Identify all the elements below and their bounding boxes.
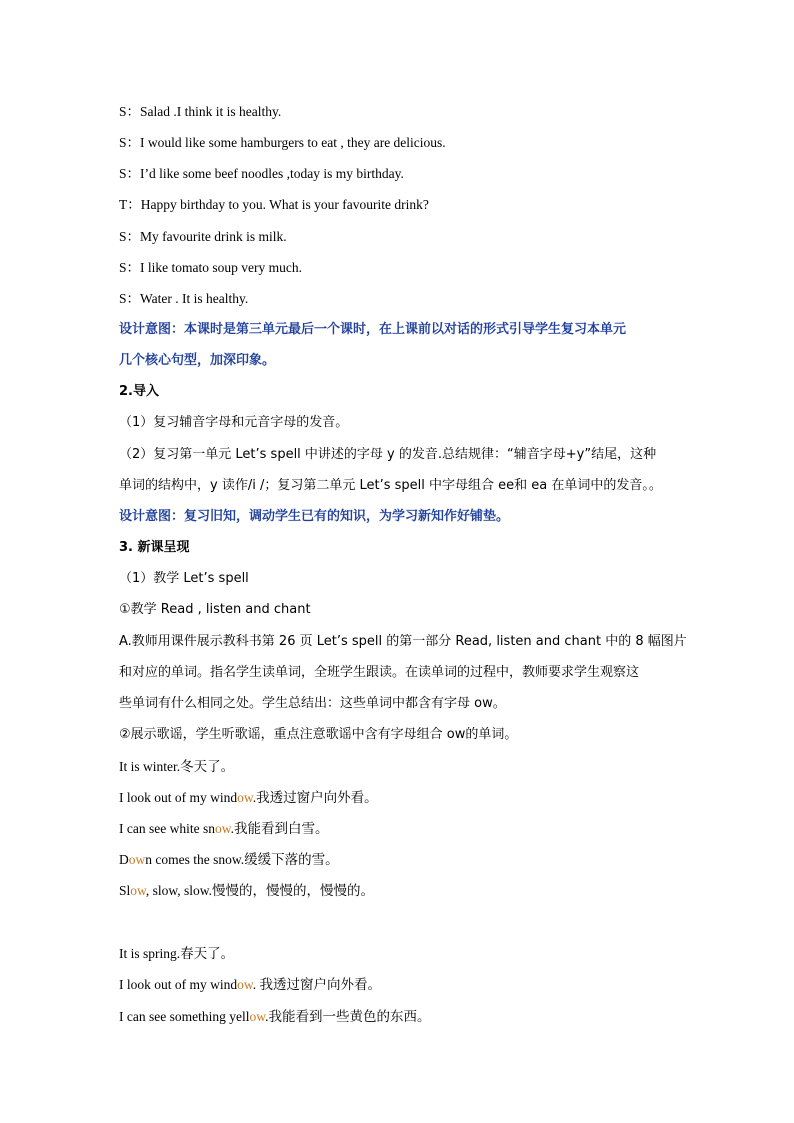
section-3-para-a-line-1: A.教师用课件展示教科书第 26 页 Let’s spell 的第一部分 Read, listen and chant 中的 8 幅图片 xyxy=(119,634,687,649)
section-3-heading: 3. 新课呈现 xyxy=(119,540,190,555)
chant-text: .我透过窗户向外看。 xyxy=(252,790,378,805)
section-3-sub-2: ①教学 Read , listen and chant xyxy=(119,602,311,617)
chant-text: I can see white sn xyxy=(119,821,215,836)
chant-text: I can see something yell xyxy=(119,1009,250,1024)
chant-1-line-3 xyxy=(119,819,679,839)
section-3-sub-1: （1）教学 Let’s spell xyxy=(119,571,249,586)
chant-2-line-3 xyxy=(119,1007,679,1027)
ow-highlight: ow xyxy=(237,790,253,805)
design-intent-2: 设计意图：复习旧知，调动学生已有的知识，为学习新知作好铺垫。 xyxy=(119,509,510,524)
chant-1-line-5 xyxy=(119,881,679,901)
chant-text: n comes the snow.缓缓下落的雪。 xyxy=(145,852,339,867)
ow-highlight: ow xyxy=(249,1009,266,1024)
design-intent-1-line-1: 设计意图：本课时是第三单元最后一个课时，在上课前以对话的形式引导学生复习本单元 xyxy=(119,322,627,337)
chant-text: Sl xyxy=(119,883,131,898)
ow-highlight: ow xyxy=(214,821,231,836)
design-intent-1-line-2: 几个核心句型，加深印象。 xyxy=(119,353,276,368)
section-3-sub-3: ②展示歌谣，学生听歌谣，重点注意歌谣中含有字母组合 ow的单词。 xyxy=(119,727,518,742)
ow-highlight: ow xyxy=(130,883,146,898)
chant-text: .我能看到白雪。 xyxy=(230,821,329,836)
chant-1-line-4 xyxy=(119,850,679,870)
chant-text: D xyxy=(119,852,129,867)
ow-highlight: ow xyxy=(237,977,253,992)
dialogue-line-1: S：Salad .I think it is healthy. xyxy=(119,104,282,119)
section-2-item-2-line-1: （2）复习第一单元 Let’s spell 中讲述的字母 y 的发音.总结规律：“辅音字母+y”结尾，这种 xyxy=(119,447,657,462)
chant-text: I look out of my wind xyxy=(119,977,238,992)
section-3-para-a-line-3: 些单词有什么相同之处。学生总结出：这些单词中都含有字母 ow。 xyxy=(119,696,506,711)
dialogue-line-7: S：Water . It is healthy. xyxy=(119,291,249,306)
ow-highlight: ow xyxy=(128,852,146,867)
dialogue-line-3: S：I’d like some beef noodles ,today is my birthday. xyxy=(119,166,404,181)
chant-text: I look out of my wind xyxy=(119,790,238,805)
chant-text: . 我透过窗户向外看。 xyxy=(252,977,381,992)
dialogue-line-4: T：Happy birthday to you. What is your favourite drink? xyxy=(119,197,429,212)
chant-1-line-1: It is winter.冬天了。 xyxy=(119,759,235,774)
dialogue-line-5: S：My favourite drink is milk. xyxy=(119,229,287,244)
section-2-heading: 2.导入 xyxy=(119,384,159,399)
dialogue-line-6: S：I like tomato soup very much. xyxy=(119,260,302,275)
chant-text: , slow, slow.慢慢的，慢慢的，慢慢的。 xyxy=(145,883,375,898)
chant-2-line-2 xyxy=(119,975,679,995)
chant-1-line-2 xyxy=(119,788,679,808)
section-2-item-1: （1）复习辅音字母和元音字母的发音。 xyxy=(119,415,349,430)
dialogue-line-2: S：I would like some hamburgers to eat , they are delicious. xyxy=(119,135,446,150)
chant-2-line-1: It is spring.春天了。 xyxy=(119,946,235,961)
chant-text: .我能看到一些黄色的东西。 xyxy=(265,1009,431,1024)
section-3-para-a-line-2: 和对应的单词。指名学生读单词，全班学生跟读。在读单词的过程中，教师要求学生观察这 xyxy=(119,665,640,680)
section-2-item-2-line-2: 单词的结构中，y 读作/i /；复习第二单元 Let’s spell 中字母组合 ee和 ea 在单词中的发音。。 xyxy=(119,478,662,493)
